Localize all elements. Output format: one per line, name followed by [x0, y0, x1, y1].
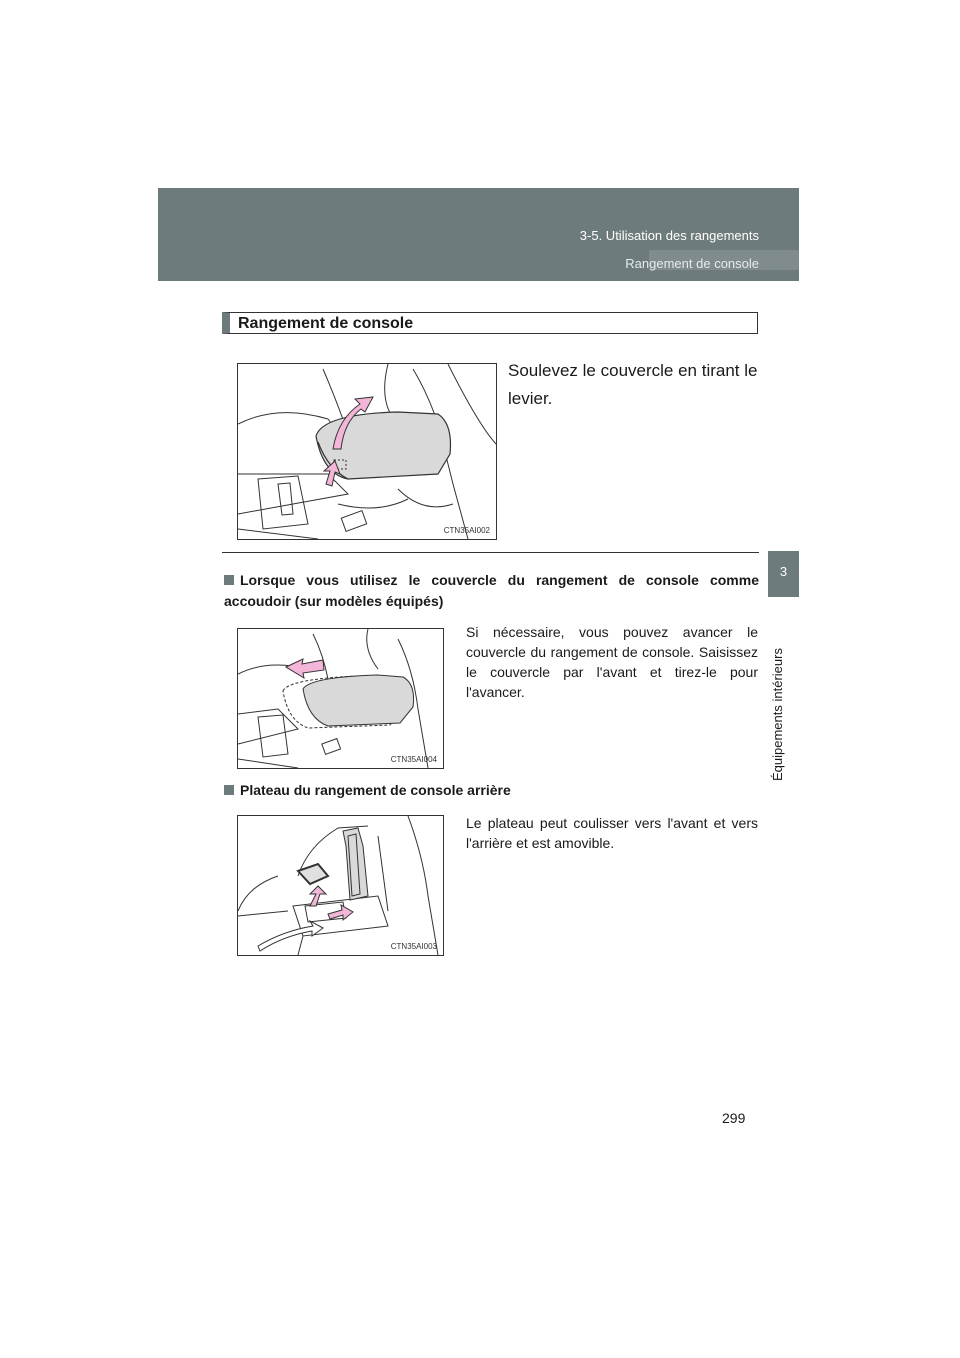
- figure-code: CTN35AI002: [443, 526, 490, 535]
- section-divider: [222, 552, 759, 553]
- bullet-square-icon: [224, 785, 234, 795]
- console-lid-slide-illustration: [238, 629, 443, 768]
- console-tray-illustration: [238, 816, 443, 955]
- section-title: Rangement de console: [222, 312, 758, 334]
- figure-console-tray: [237, 815, 444, 956]
- bullet-square-icon: [224, 575, 234, 585]
- header-section-title: 3-5. Utilisation des rangements: [579, 228, 759, 243]
- figure-console-lid-slide: [237, 628, 444, 769]
- page-header: [158, 188, 799, 281]
- header-subsection-title: Rangement de console: [625, 256, 759, 271]
- bullet-armrest-heading: [224, 570, 759, 612]
- chapter-tab: [768, 551, 799, 597]
- instruction-text: Soulevez le couvercle en tirant le levier.: [508, 361, 758, 408]
- armrest-instruction-text: Si nécessaire, vous pouvez avancer le couvercle du rangement de console. Saisissez le couvercle par l'avant et tirez-le pour l'avancer.: [466, 624, 758, 700]
- figure-code: CTN35AI004: [390, 755, 437, 764]
- figure-console-lid-lift: [237, 363, 497, 540]
- bullet-armrest-heading-text: Lorsque vous utilisez le couvercle du rangement de console comme accoudoir (sur modèles équipés): [224, 572, 759, 609]
- bullet-tray-heading: [224, 780, 759, 801]
- console-lid-lift-illustration: [238, 364, 496, 539]
- tray-instruction-text: Le plateau peut coulisser vers l'avant et vers l'arrière et est amovible.: [466, 815, 758, 851]
- chapter-title: Équipements intérieurs: [770, 648, 785, 782]
- bullet-tray-heading-text: Plateau du rangement de console arrière: [240, 782, 511, 798]
- page-number: 299: [722, 1110, 746, 1126]
- chapter-number: 3: [779, 564, 788, 579]
- figure-code: CTN35AI003: [390, 942, 437, 951]
